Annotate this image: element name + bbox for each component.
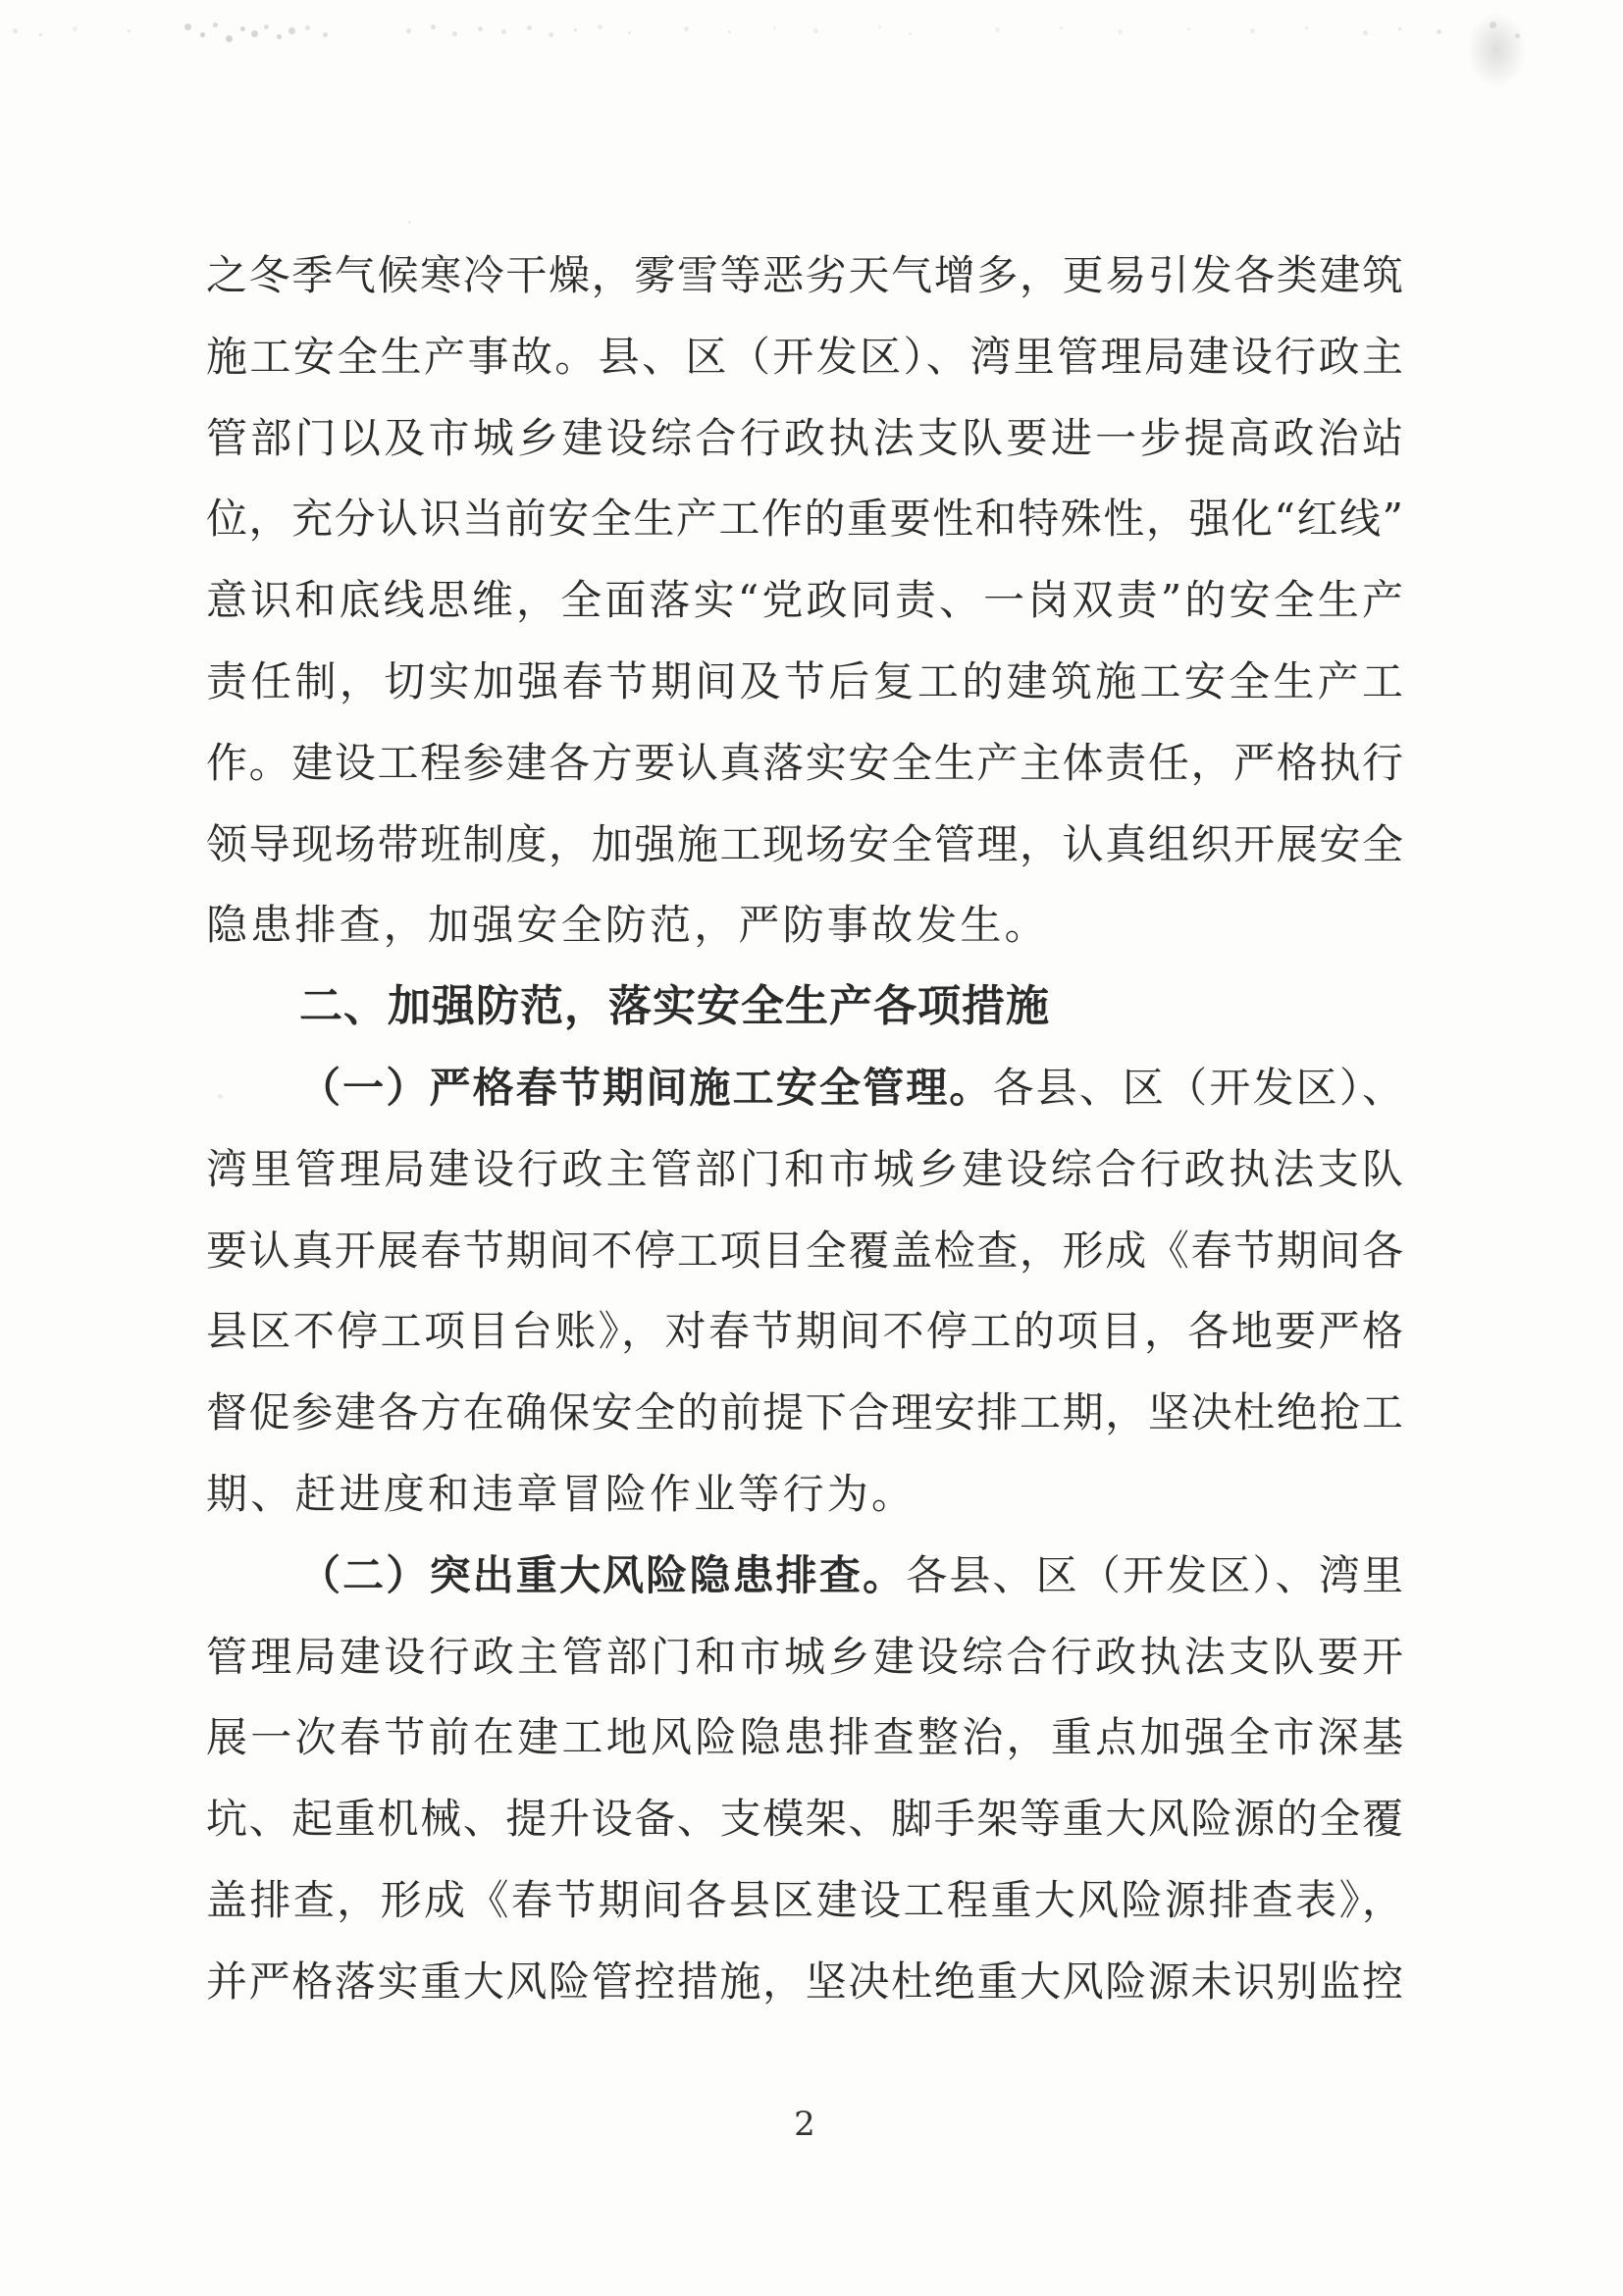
- section-2-heading: 二、加强防范，落实安全生产各项措施: [299, 982, 1050, 1031]
- item-1-lead-bold: （一）严格春节期间施工安全管理。: [299, 1063, 993, 1112]
- body-line: 之冬季气候寒冷干燥，雾雪等恶劣天气增多，更易引发各类建筑: [206, 251, 1403, 299]
- body-line: 施工安全生产事故。县、区（开发区）、湾里管理局建设行政主: [206, 332, 1403, 381]
- item-1-first-line: [206, 1048, 1403, 1129]
- scan-smudge-top-right: [1467, 12, 1526, 88]
- body-line: 并严格落实重大风险管控措施，坚决杜绝重大风险源未识别监控: [206, 1957, 1403, 2006]
- body-line: 县区不停工项目台账》，对春节期间不停工的项目，各地要严格: [206, 1307, 1403, 1356]
- body-line: 管理局建设行政主管部门和市城乡建设综合行政执法支队要开: [206, 1632, 1403, 1681]
- body-line: 盖排查，形成《春节期间各县区建设工程重大风险源排查表》，: [206, 1875, 1403, 1924]
- body-line: 责任制，切实加强春节期间及节后复工的建筑施工安全生产工: [206, 656, 1403, 705]
- body-line: 位，充分认识当前安全生产工作的重要性和特殊性，强化“红线”: [206, 495, 1403, 544]
- body-line: 要认真开展春节期间不停工项目全覆盖检查，形成《春节期间各: [206, 1226, 1403, 1275]
- body-line: 隐患排查，加强安全防范，严防事故发生。: [206, 901, 1049, 950]
- item-1-lead-rest: 各县、区（开发区）、: [992, 1063, 1403, 1112]
- scan-noise-artifacts: [0, 0, 3, 3]
- document-body: [206, 235, 1403, 2023]
- item-2-lead-rest: 各县、区（开发区）、湾里: [906, 1550, 1403, 1599]
- body-line: 展一次春节前在建工地风险隐患排查整治，重点加强全市深基: [206, 1713, 1403, 1762]
- body-line: 湾里管理局建设行政主管部门和市城乡建设综合行政执法支队: [206, 1144, 1403, 1193]
- body-line: 领导现场带班制度，加强施工现场安全管理，认真组织开展安全: [206, 819, 1403, 868]
- body-line: 坑、起重机械、提升设备、支模架、脚手架等重大风险源的全覆: [206, 1795, 1403, 1844]
- body-line: 意识和底线思维，全面落实“党政同责、一岗双责”的安全生产: [206, 576, 1403, 625]
- item-2-first-line: [206, 1536, 1403, 1617]
- body-line: 督促参建各方在确保安全的前提下合理安排工期，坚决杜绝抢工: [206, 1388, 1403, 1437]
- page-number: 2: [794, 2105, 815, 2144]
- body-line: 作。建设工程参建各方要认真落实安全生产主体责任，严格执行: [206, 738, 1403, 787]
- item-2-lead-bold: （二）突出重大风险隐患排查。: [299, 1550, 907, 1599]
- body-line: 管部门以及市城乡建设综合行政执法支队要进一步提高政治站: [206, 413, 1403, 462]
- body-line: 期、赶进度和违章冒险作业等行为。: [206, 1469, 916, 1518]
